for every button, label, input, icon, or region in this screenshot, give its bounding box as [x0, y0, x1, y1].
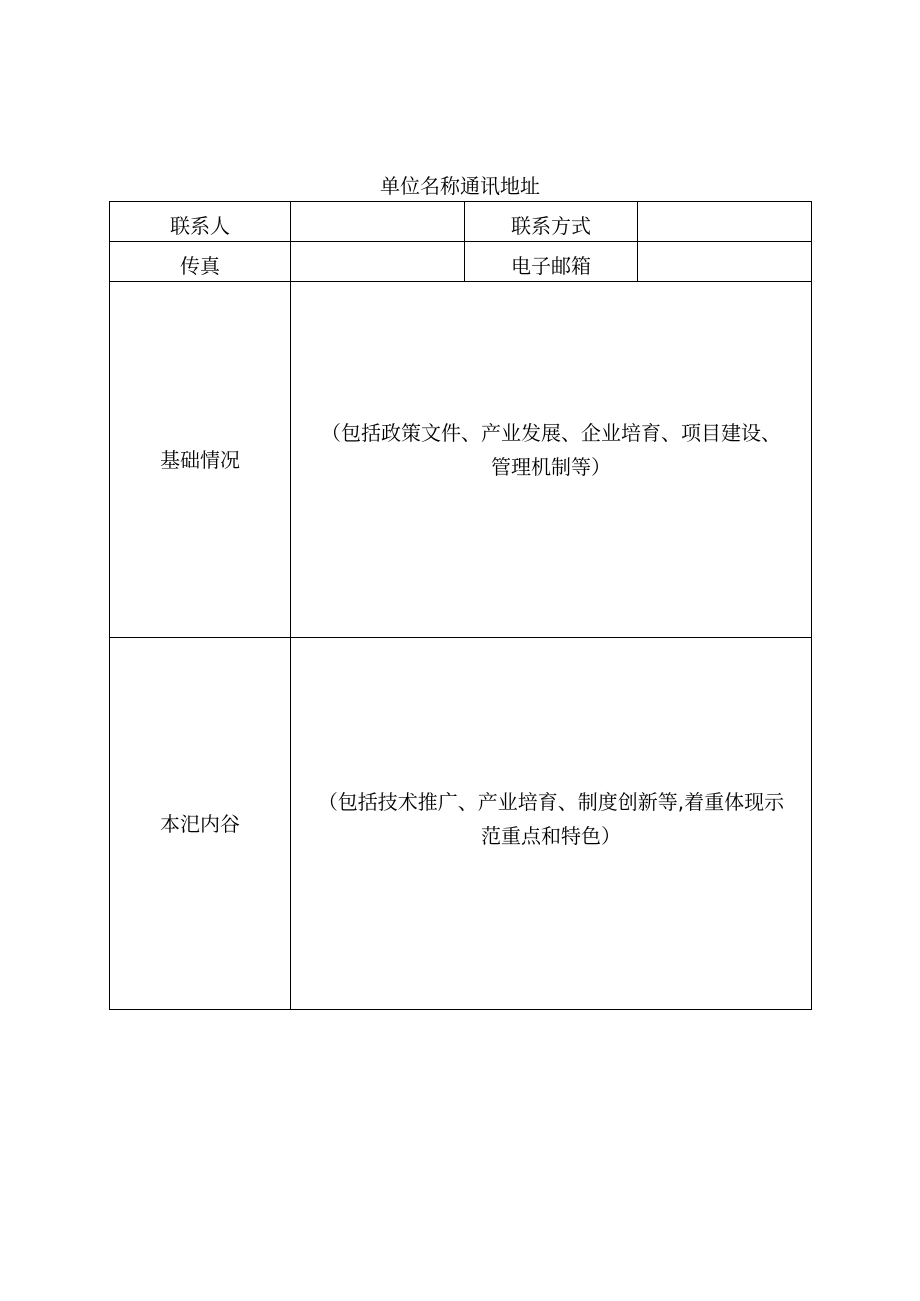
contact-person-field[interactable] — [291, 202, 465, 242]
email-field[interactable] — [638, 242, 812, 282]
contact-method-label: 联系方式 — [511, 214, 591, 238]
content-hint-line2: 范重点和特色） — [481, 823, 621, 848]
email-label-cell — [465, 242, 638, 282]
basic-situation-field[interactable] — [291, 282, 812, 638]
fax-label: 传真 — [180, 254, 220, 278]
basic-situation-hint-line2: 管理机制等） — [491, 454, 611, 479]
application-form-table — [109, 201, 812, 1010]
fax-email-row — [110, 242, 812, 282]
basic-situation-hint-line1: （包括政策文件、产业发展、企业培育、项目建设、 — [321, 420, 781, 445]
content-label-cell — [110, 638, 291, 1010]
contact-method-label-cell — [465, 202, 638, 242]
contact-method-field[interactable] — [638, 202, 812, 242]
contact-row — [110, 202, 812, 242]
contact-person-label-cell — [110, 202, 291, 242]
content-row — [110, 638, 812, 1010]
fax-label-cell — [110, 242, 291, 282]
content-hint-line1: （包括技术推广、产业培育、制度创新等,着重体现示 — [317, 789, 785, 814]
content-label: 本汜内谷 — [160, 811, 240, 836]
basic-situation-label-cell — [110, 282, 291, 638]
basic-situation-row — [110, 282, 812, 638]
fax-field[interactable] — [291, 242, 465, 282]
basic-situation-label: 基础情况 — [160, 447, 240, 472]
content-field[interactable] — [291, 638, 812, 1010]
contact-person-label: 联系人 — [170, 214, 230, 238]
unit-name-address-heading: 单位名称通讯地址 — [380, 174, 540, 198]
email-label: 电子邮箱 — [511, 254, 591, 278]
